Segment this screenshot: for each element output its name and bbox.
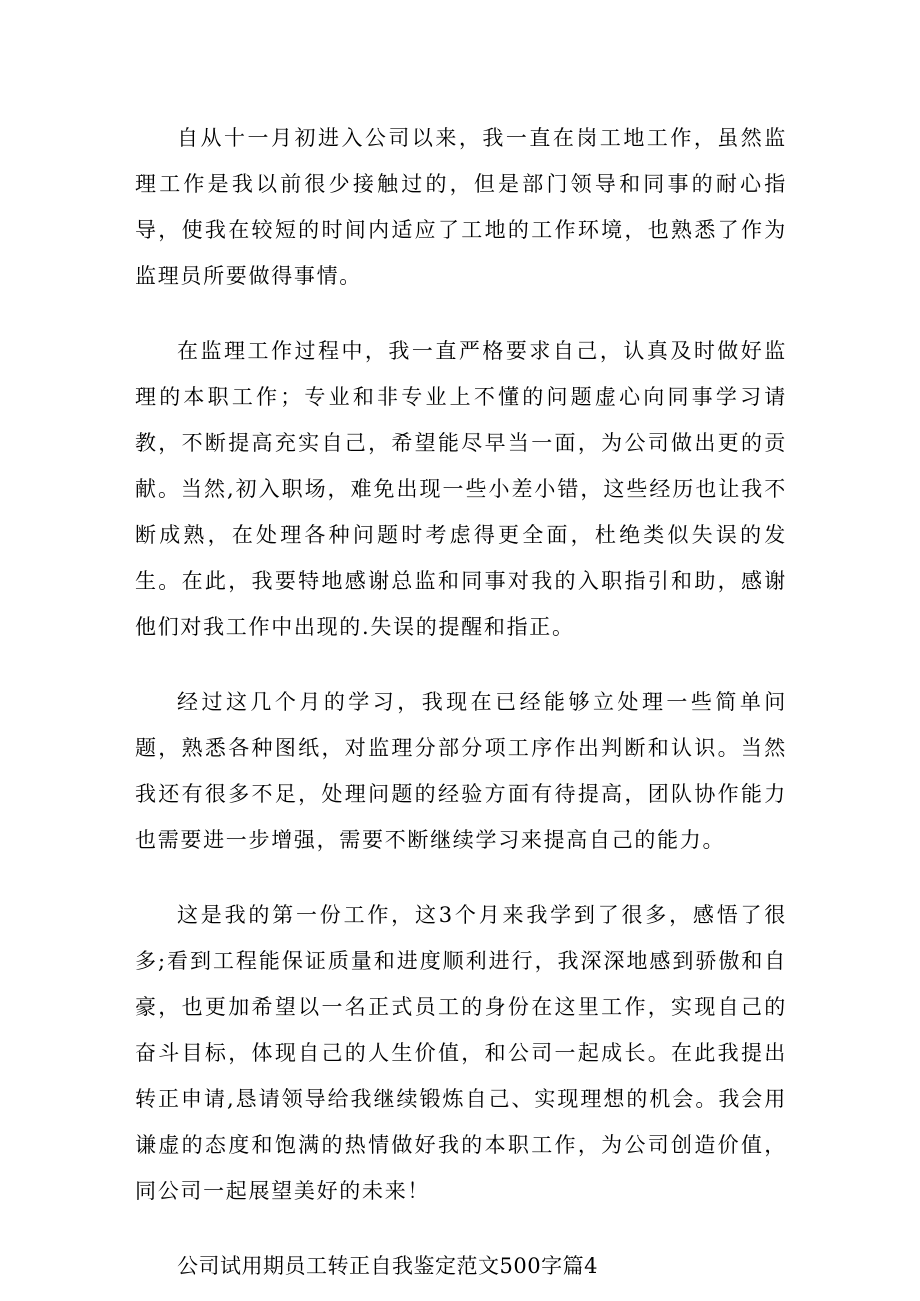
- paragraph-learning: 经过这几个月的学习，我现在已经能够立处理一些简单问题，熟悉各种图纸，对监理分部分项工序作出判断和认识。当然我还有很多不足，处理问题的经验方面有待提高，团队协作能力也需要进一步增强，需要不断继续学习来提高自己的能力。: [135, 690, 787, 852]
- paragraph-conclusion: 这是我的第一份工作，这3个月来我学到了很多，感悟了很多;看到工程能保证质量和进度顺利进行，我深深地感到骄傲和自豪，也更加希望以一名正式员工的身份在这里工作，实现自己的奋斗目标，体现自己的人生价值，和公司一起成长。在此我提出转正申请,恳请领导给我继续锻炼自己、实现理想的机会。我会用谦虚的态度和饱满的热情做好我的本职工作，为公司创造价值，同公司一起展望美好的未来！: [135, 903, 787, 1203]
- document-body: [135, 115, 787, 1289]
- section-heading: 公司试用期员工转正自我鉴定范文500字篇4: [177, 1254, 598, 1278]
- paragraph-onboarding: 自从十一月初进入公司以来，我一直在岗工地工作，虽然监理工作是我以前很少接触过的，但是部门领导和同事的耐心指导，使我在较短的时间内适应了工地的工作环境，也熟悉了作为监理员所要做得事情。: [135, 126, 787, 288]
- paragraph-work-process: 在监理工作过程中，我一直严格要求自己，认真及时做好监理的本职工作；专业和非专业上不懂的问题虚心向同事学习请教，不断提高充实自己，希望能尽早当一面，为公司做出更的贡献。当然,初入职场，难免出现一些小差小错，这些经历也让我不断成熟，在处理各种问题时考虑得更全面，杜绝类似失误的发生。在此，我要特地感谢总监和同事对我的入职指引和助，感谢他们对我工作中出现的.失误的提醒和指正。: [135, 339, 787, 639]
